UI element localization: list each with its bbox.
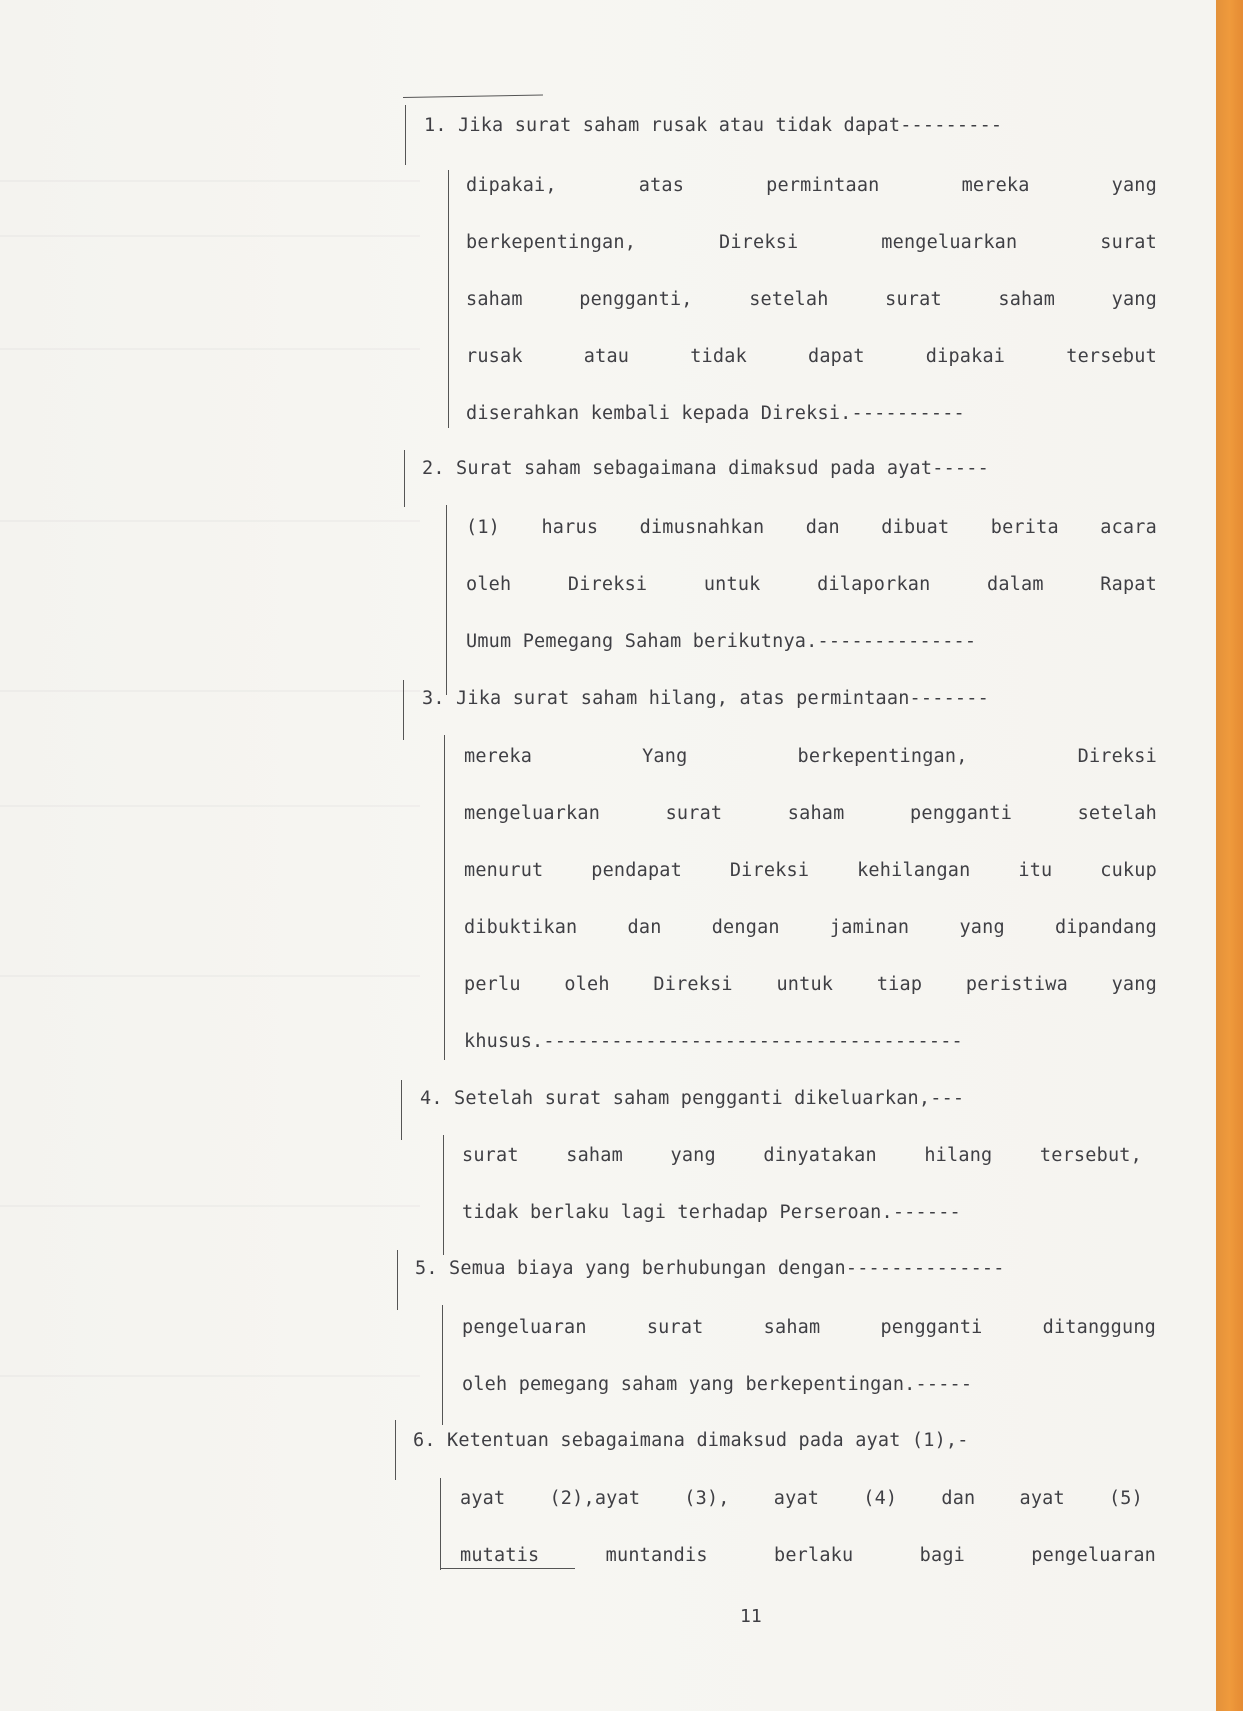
item-2-first-line: 2. Surat saham sebagaimana dimaksud pada ayat----- <box>422 458 989 479</box>
item-3-line: menurut pendapat Direksi kehilangan itu cukup <box>464 860 1157 881</box>
number-bracket <box>395 1420 396 1480</box>
item-3-line: perlu oleh Direksi untuk tiap peristiwa yang <box>464 974 1157 995</box>
folder-edge <box>1216 0 1243 1711</box>
text-bracket <box>442 1305 443 1425</box>
bleed-through <box>0 975 420 977</box>
item-1-first-line: 1. Jika surat saham rusak atau tidak dapat--------- <box>424 115 1003 136</box>
item-5-line: pengeluaran surat saham pengganti ditanggung <box>462 1317 1156 1338</box>
item-4-line: surat saham yang dinyatakan hilang tersebut, <box>462 1145 1142 1166</box>
item-1-line: rusak atau tidak dapat dipakai tersebut <box>466 346 1157 367</box>
item-3-line: mengeluarkan surat saham pengganti setelah <box>464 803 1157 824</box>
text-bracket <box>443 1135 444 1255</box>
bleed-through <box>0 690 420 692</box>
item-2-line: oleh Direksi untuk dilaporkan dalam Rapat <box>466 574 1157 595</box>
bleed-through <box>0 1205 420 1207</box>
bleed-through <box>0 1375 420 1377</box>
item-number: 1. <box>424 115 447 136</box>
text-bracket <box>446 505 447 695</box>
page-number: 11 <box>740 1606 762 1627</box>
bleed-through <box>0 348 420 350</box>
item-3-line: mereka Yang berkepentingan, Direksi <box>464 746 1157 767</box>
bleed-through <box>0 180 420 182</box>
item-6-first-line: 6. Ketentuan sebagaimana dimaksud pada ayat (1),- <box>413 1430 969 1451</box>
item-number: 3. <box>422 688 445 709</box>
bleed-through <box>0 235 420 237</box>
number-bracket <box>397 1250 398 1310</box>
number-bracket <box>405 105 406 165</box>
item-1-last-line: diserahkan kembali kepada Direksi.---------- <box>466 403 965 424</box>
text-bracket <box>448 170 449 428</box>
item-3-last-line: khusus.------------------------------------- <box>464 1031 963 1052</box>
bracket-bottom-line <box>440 1568 575 1569</box>
item-2-line: (1) harus dimusnahkan dan dibuat berita acara <box>466 517 1157 538</box>
item-number: 6. <box>413 1430 436 1451</box>
number-bracket <box>403 680 404 740</box>
item-6-line: mutatis muntandis berlaku bagi pengeluaran <box>460 1545 1156 1566</box>
text-bracket <box>444 735 445 1060</box>
bleed-through <box>0 805 420 807</box>
item-number: 5. <box>415 1258 438 1279</box>
text-bracket <box>440 1478 441 1570</box>
item-1-line: berkepentingan, Direksi mengeluarkan surat <box>466 232 1157 253</box>
item-3-line: dibuktikan dan dengan jaminan yang dipandang <box>464 917 1157 938</box>
item-number: 4. <box>420 1088 443 1109</box>
item-3-first-line: 3. Jika surat saham hilang, atas permintaan------- <box>422 688 989 709</box>
item-4-first-line: 4. Setelah surat saham pengganti dikeluarkan,--- <box>420 1088 965 1109</box>
item-5-first-line: 5. Semua biaya yang berhubungan dengan-------------- <box>415 1258 1005 1279</box>
number-bracket <box>404 450 405 507</box>
item-number: 2. <box>422 458 445 479</box>
item-6-line: ayat (2),ayat (3), ayat (4) dan ayat (5) <box>460 1488 1143 1509</box>
item-5-last-line: oleh pemegang saham yang berkepentingan.----- <box>462 1374 973 1395</box>
bleed-through <box>0 520 420 522</box>
item-2-last-line: Umum Pemegang Saham berikutnya.-------------- <box>466 631 977 652</box>
item-1-line: dipakai, atas permintaan mereka yang <box>466 175 1157 196</box>
item-4-last-line: tidak berlaku lagi terhadap Perseroan.------ <box>462 1202 961 1223</box>
item-1-line: saham pengganti, setelah surat saham yang <box>466 289 1157 310</box>
number-bracket <box>401 1080 402 1140</box>
